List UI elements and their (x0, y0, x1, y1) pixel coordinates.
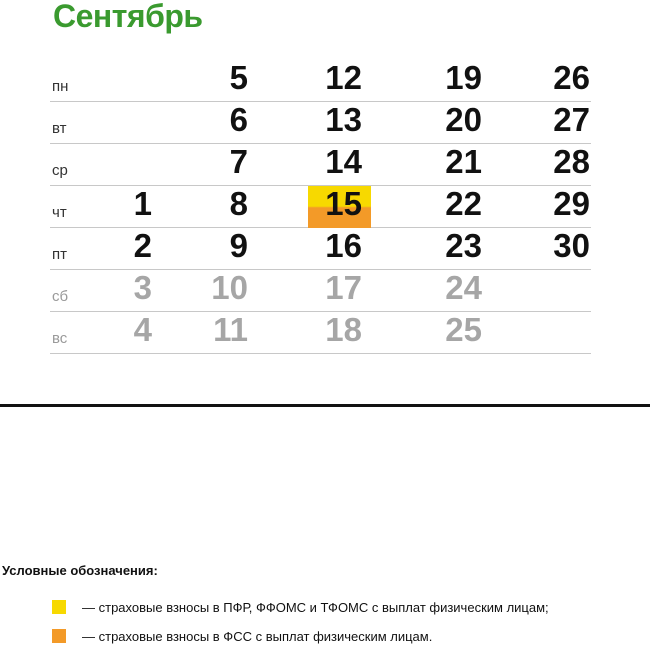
orange-swatch-icon (52, 629, 66, 643)
day-cell: 15 (325, 185, 362, 222)
day-cell: 25 (445, 311, 482, 348)
yellow-swatch-icon (52, 600, 66, 614)
day-cell: 24 (445, 269, 482, 306)
day-cell: 1 (133, 185, 152, 222)
day-cell: 26 (553, 59, 590, 96)
day-cell: 13 (325, 101, 362, 138)
divider (0, 404, 650, 407)
day-cell: 6 (229, 101, 248, 138)
day-cell: 12 (325, 59, 362, 96)
legend-text: — страховые взносы в ФСС с выплат физическим лицам. (82, 628, 433, 644)
day-cell: 16 (325, 227, 362, 264)
day-cell: 28 (553, 143, 590, 180)
weekday-label: вс (52, 330, 68, 347)
week-row-3 (50, 186, 591, 228)
week-row-6 (50, 312, 591, 354)
legend-item-pfr (52, 599, 549, 615)
day-cell: 18 (325, 311, 362, 348)
day-cell (528, 312, 590, 354)
day-cell: 3 (133, 269, 152, 306)
week-row-5 (50, 270, 591, 312)
day-cell: 5 (229, 59, 248, 96)
weekday-label: вт (52, 120, 67, 137)
day-cell (110, 60, 152, 102)
weekday-label: ср (52, 162, 68, 179)
day-cell: 17 (325, 269, 362, 306)
month-title: Сентябрь (53, 0, 203, 34)
week-row-1 (50, 102, 591, 144)
day-cell (110, 144, 152, 186)
legend-text: — страховые взносы в ПФР, ФФОМС и ТФОМС с выплат физическим лицам; (82, 599, 549, 615)
day-cell: 21 (445, 143, 482, 180)
day-cell: 19 (445, 59, 482, 96)
day-cell: 14 (325, 143, 362, 180)
week-row-4 (50, 228, 591, 270)
weekday-label: сб (52, 288, 69, 305)
legend-title: Условные обозначения: (2, 563, 158, 578)
week-row-2 (50, 144, 591, 186)
day-cell: 20 (445, 101, 482, 138)
day-cell: 27 (553, 101, 590, 138)
day-cell (528, 270, 590, 312)
day-cell: 11 (213, 311, 248, 348)
weekday-label: пн (52, 78, 69, 95)
day-cell (110, 102, 152, 144)
day-cell: 8 (229, 185, 248, 222)
day-cell: 30 (553, 227, 590, 264)
week-row-0 (50, 60, 591, 102)
day-cell: 9 (229, 227, 248, 264)
day-cell: 4 (133, 311, 152, 348)
day-cell: 22 (445, 185, 482, 222)
day-cell: 10 (211, 269, 248, 306)
day-cell: 2 (133, 227, 152, 264)
legend-item-fss (52, 628, 432, 644)
day-cell: 7 (229, 143, 248, 180)
day-cell: 23 (445, 227, 482, 264)
weekday-label: чт (52, 204, 67, 221)
day-cell: 29 (553, 185, 590, 222)
weekday-label: пт (52, 246, 67, 263)
